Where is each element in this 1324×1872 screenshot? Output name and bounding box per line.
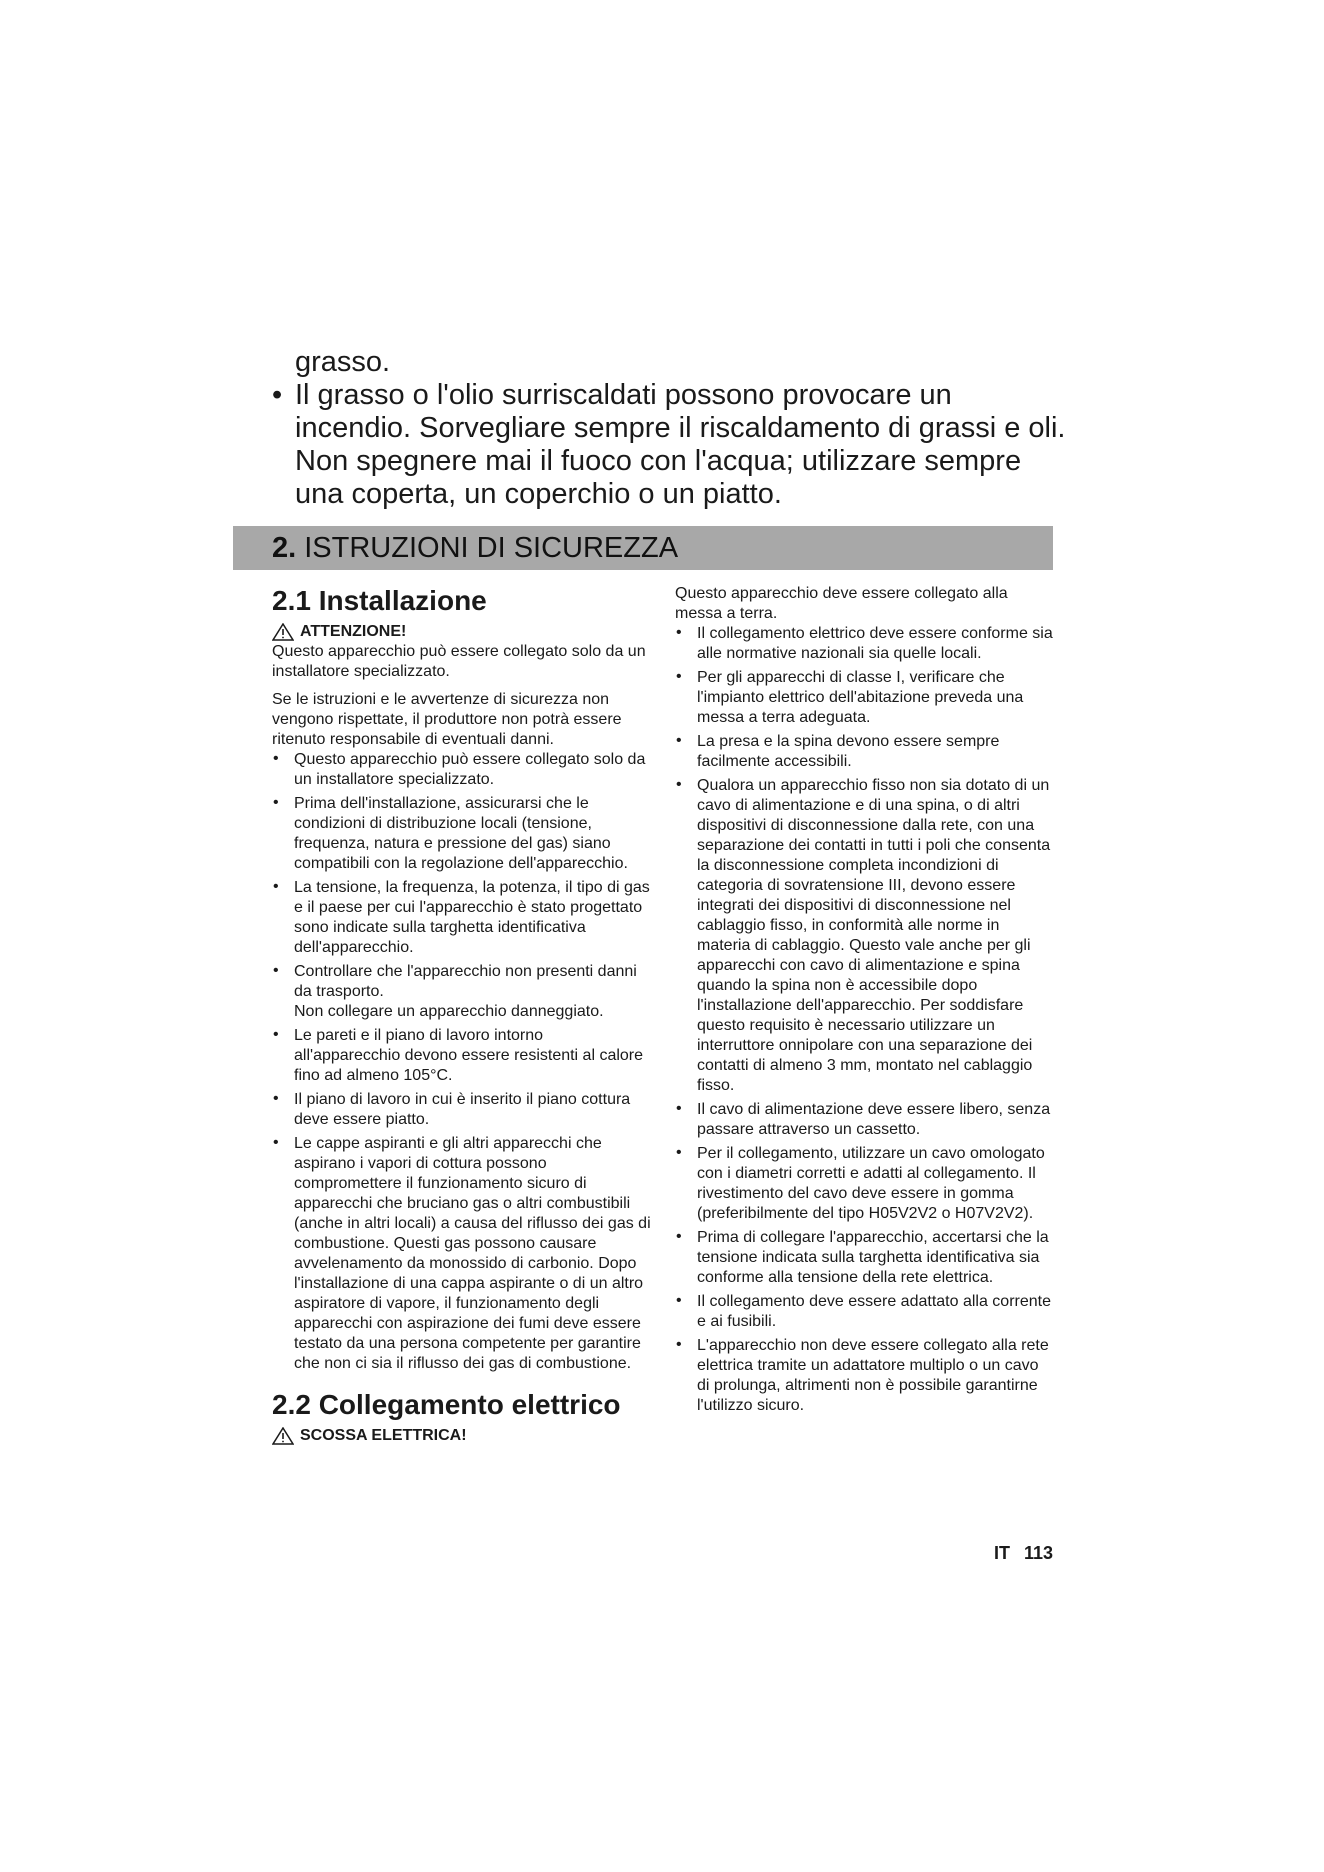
heading-installazione: 2.1 Installazione (272, 585, 487, 616)
section-title (272, 532, 678, 565)
bullet-glyph: • (273, 1134, 279, 1151)
bullet-glyph: • (273, 962, 279, 979)
heading-collegamento-elettrico: 2.2 Collegamento elettrico (272, 1389, 621, 1420)
list-item (272, 962, 652, 1022)
list-item (675, 732, 1055, 772)
section-header-bar (233, 526, 1053, 570)
bullet-glyph: • (676, 1100, 682, 1117)
page-footer (940, 1542, 1053, 1564)
top-continuation-text: grasso. (295, 346, 391, 378)
intro-paragraph: Questo apparecchio deve essere collegato alla messa a terra. (675, 585, 1008, 622)
list-item-text: Prima di collegare l'apparecchio, accertarsi che la tensione indicata sulla targhetta identificativa sia conforme alla tensione della rete elettrica. (697, 1229, 1049, 1286)
warning-triangle-icon (272, 623, 294, 641)
bullet-glyph: • (676, 1228, 682, 1245)
list-item-text: Le pareti e il piano di lavoro intorno all'apparecchio devono essere resistenti al calore fino ad almeno 105°C. (294, 1027, 644, 1084)
right-column (675, 584, 1055, 1420)
bullet-glyph: • (273, 794, 279, 811)
list-item (675, 776, 1055, 1096)
electrical-list (675, 624, 1055, 1416)
list-item (272, 1090, 652, 1130)
list-item-text: Il collegamento deve essere adattato alla corrente e ai fusibili. (697, 1293, 1051, 1330)
list-item (675, 1228, 1055, 1288)
list-item-text: La tensione, la frequenza, la potenza, il tipo di gas e il paese per cui l'apparecchio è stato progettato sono indicate sulla targhetta identificativa dell'apparecchio. (294, 879, 650, 956)
warning-label: SCOSSA ELETTRICA! (300, 1427, 467, 1444)
list-item (675, 1100, 1055, 1140)
list-item-text: Le cappe aspiranti e gli altri apparecchi che aspirano i vapori di cottura possono compromettere il funzionamento sicuro di apparecchi che bruciano gas o altri combustibili (anche in altri locali) a causa del riflusso dei gas di combustione. Questi gas possono causare avvelenamento da monossido di carbonio. Dopo l'installazione di una cappa aspirante o di un altro aspiratore di vapore, il funzionamento degli apparecchi con aspirazione dei fumi deve essere testato da una persona competente per garantire che non ci sia il riflusso dei gas di combustione. (294, 1135, 651, 1372)
list-item (675, 1144, 1055, 1224)
list-item-text: Qualora un apparecchio fisso non sia dotato di un cavo di alimentazione e di una spina, o di altri dispositivi di disconnessione dalla rete, con una separazione dei contatti in tutti i poli che consenta la disconnessione completa incondizioni di categoria di sovratensione III, devono essere integrati dei dispositivi di disconnessione nel cablaggio fisso, in conformità alle norme in materia di cablaggio. Questo vale anche per gli apparecchi con cavo di alimentazione e spina quando la spina non è accessibile dopo l'installazione dell'apparecchio. Per soddisfare questo requisito è necessario utilizzare un interruttore onnipolare con una separazione dei contatti di almeno 3 mm, montato nel cablaggio fisso. (697, 777, 1051, 1094)
left-column (272, 584, 652, 1446)
list-item-text: Il grasso o l'olio surriscaldati possono provocare un incendio. Sorvegliare sempre il riscaldamento di grassi e oli. Non spegnere mai il fuoco con l'acqua; utilizzare sempre una coperta, un coperchio o un piatto. (295, 379, 1066, 510)
list-item (272, 794, 652, 874)
intro-paragraph: Questo apparecchio può essere collegato solo da un installatore specializzato. (272, 643, 646, 680)
section-title-text: ISTRUZIONI DI SICUREZZA (304, 532, 679, 564)
warning-label: ATTENZIONE! (300, 623, 407, 640)
list-item-text: Questo apparecchio può essere collegato solo da un installatore specializzato. (294, 751, 646, 788)
list-item (272, 878, 652, 958)
list-item-text: Per gli apparecchi di classe I, verificare che l'impianto elettrico dell'abitazione preveda una messa a terra adeguata. (697, 669, 1024, 726)
list-item-text: Per il collegamento, utilizzare un cavo omologato con i diametri corretti e adatti al collegamento. Il rivestimento del cavo deve essere in gomma (preferibilmente del tipo H05V2V2 o H07V2V2). (697, 1145, 1045, 1222)
intro-paragraph: Se le istruzioni e le avvertenze di sicurezza non vengono rispettate, il produttore non potrà essere ritenuto responsabile di eventuali danni. (272, 691, 622, 748)
list-item-text: Prima dell'installazione, assicurarsi che le condizioni di distribuzione locali (tensione, frequenza, natura e pressione del gas) siano compatibili con la regolazione dell'apparecchio. (294, 795, 628, 872)
warning-attenzione (272, 622, 652, 642)
list-item-text: La presa e la spina devono essere sempre facilmente accessibili. (697, 733, 1000, 770)
installation-list (272, 750, 652, 1374)
bullet-glyph: • (273, 1090, 279, 1107)
bullet-glyph: • (272, 379, 283, 411)
bullet-glyph: • (676, 1336, 682, 1353)
bullet-glyph: • (273, 878, 279, 895)
warning-triangle-icon (272, 1427, 294, 1445)
list-item-text: Il cavo di alimentazione deve essere libero, senza passare attraverso un cassetto. (697, 1101, 1051, 1138)
bullet-glyph: • (676, 776, 682, 793)
top-continuation-block (272, 346, 1072, 511)
top-bullet-list (272, 379, 1072, 511)
section-number: 2. (272, 532, 297, 564)
bullet-glyph: • (676, 1144, 682, 1161)
bullet-glyph: • (676, 668, 682, 685)
warning-scossa-elettrica (272, 1426, 652, 1446)
list-item-extra-text: Non collegare un apparecchio danneggiato. (294, 1003, 604, 1020)
list-item (675, 1292, 1055, 1332)
page-number: 113 (1023, 1543, 1053, 1563)
list-item (272, 379, 1072, 511)
bullet-glyph: • (676, 732, 682, 749)
list-item-text: Il collegamento elettrico deve essere conforme sia alle normative nazionali sia quelle locali. (697, 625, 1053, 662)
list-item (272, 1134, 652, 1374)
footer-language: IT (993, 1543, 1010, 1563)
bullet-glyph: • (273, 750, 279, 767)
list-item-text: Controllare che l'apparecchio non presenti danni da trasporto. (294, 963, 637, 1000)
bullet-glyph: • (676, 624, 682, 641)
list-item (675, 1336, 1055, 1416)
list-item (675, 624, 1055, 664)
list-item-text: L'apparecchio non deve essere collegato alla rete elettrica tramite un adattatore multiplo o un cavo di prolunga, altrimenti non è possibile garantirne l'utilizzo sicuro. (697, 1337, 1049, 1414)
list-item (675, 668, 1055, 728)
list-item (272, 1026, 652, 1086)
list-item-text: Il piano di lavoro in cui è inserito il piano cottura deve essere piatto. (294, 1091, 631, 1128)
bullet-glyph: • (273, 1026, 279, 1043)
list-item (272, 750, 652, 790)
bullet-glyph: • (676, 1292, 682, 1309)
